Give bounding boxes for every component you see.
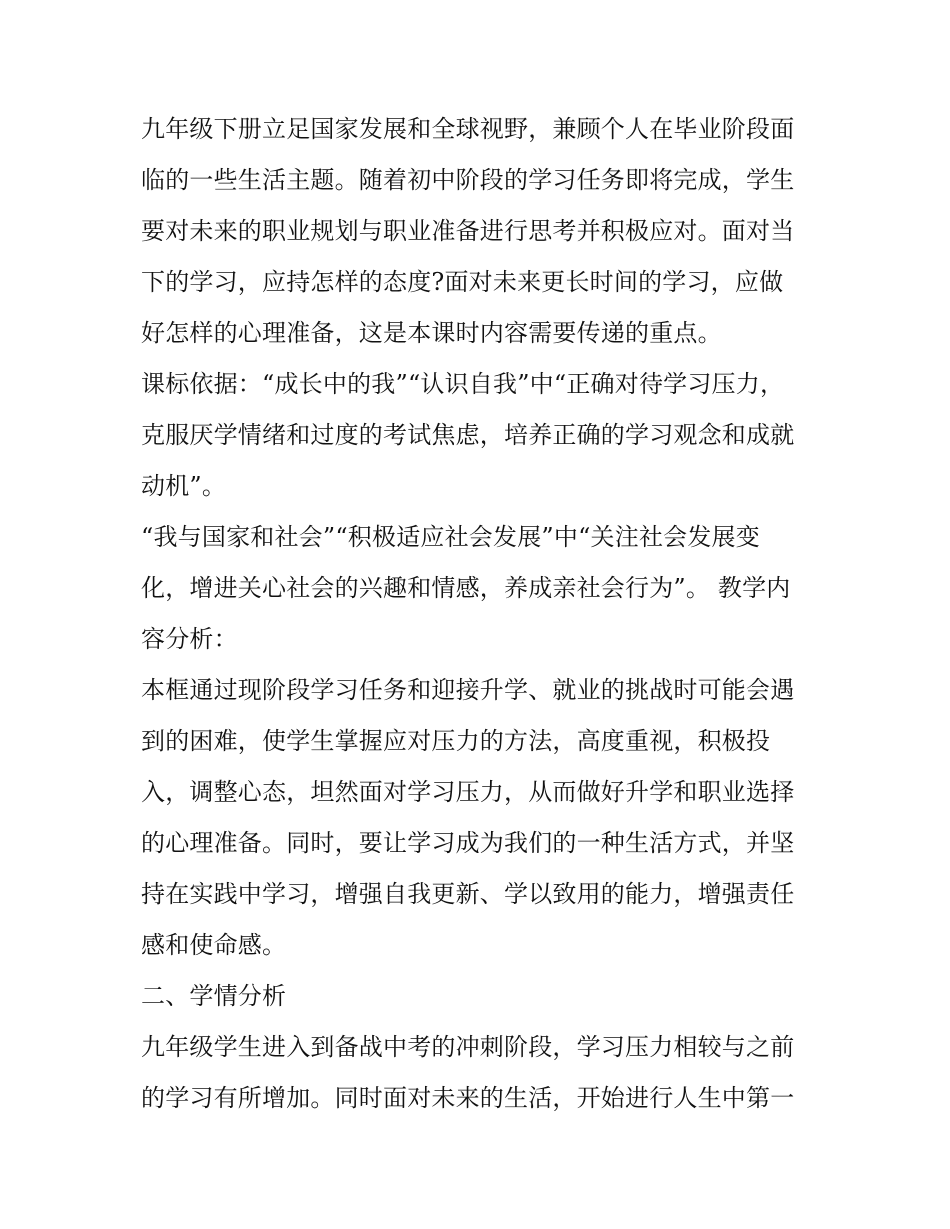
text-line: 的心理准备。同时，要让学习成为我们的一种生活方式，并坚 xyxy=(141,829,795,857)
text-line: 好怎样的心理准备，这是本课时内容需要传递的重点。 xyxy=(141,319,722,347)
text-line: 要对未来的职业规划与职业准备进行思考并积极应对。面对当 xyxy=(141,217,795,245)
curriculum-basis-line: 课标依据：“成长中的我”“认识自我”中“正确对待学习压力， xyxy=(141,370,785,398)
text-line: 下的学习，应持怎样的态度?面对未来更长时间的学习，应做 xyxy=(141,268,784,296)
text-line: 感和使命感。 xyxy=(141,931,287,959)
text-line: 九年级学生进入到备战中考的冲刺阶段，学习压力相较与之前 xyxy=(141,1033,795,1061)
content-analysis-heading: 容分析： xyxy=(141,625,238,653)
text-line: 克服厌学情绪和过度的考试焦虑，培养正确的学习观念和成就 xyxy=(141,421,795,449)
text-line: 入，调整心态，坦然面对学习压力，从而做好升学和职业选择 xyxy=(141,778,795,806)
text-line: 动机”。 xyxy=(141,472,227,500)
text-line: 本框通过现阶段学习任务和迎接升学、就业的挑战时可能会遇 xyxy=(141,676,795,704)
text-line: 持在实践中学习，增强自我更新、学以致用的能力，增强责任 xyxy=(141,880,795,908)
text-line: 的学习有所增加。同时面对未来的生活，开始进行人生中第一 xyxy=(141,1084,795,1112)
text-line: “我与国家和社会”“积极适应社会发展”中“关注社会发展变 xyxy=(141,523,760,551)
text-line: 到的困难，使学生掌握应对压力的方法，高度重视，积极投 xyxy=(141,727,771,755)
text-line: 临的一些生活主题。随着初中阶段的学习任务即将完成，学生 xyxy=(141,166,795,194)
text-line: 化，增进关心社会的兴趣和情感，养成亲社会行为”。 教学内 xyxy=(141,574,791,602)
section-heading-student-analysis: 二、学情分析 xyxy=(141,982,287,1010)
text-line: 九年级下册立足国家发展和全球视野，兼顾个人在毕业阶段面 xyxy=(141,115,795,143)
